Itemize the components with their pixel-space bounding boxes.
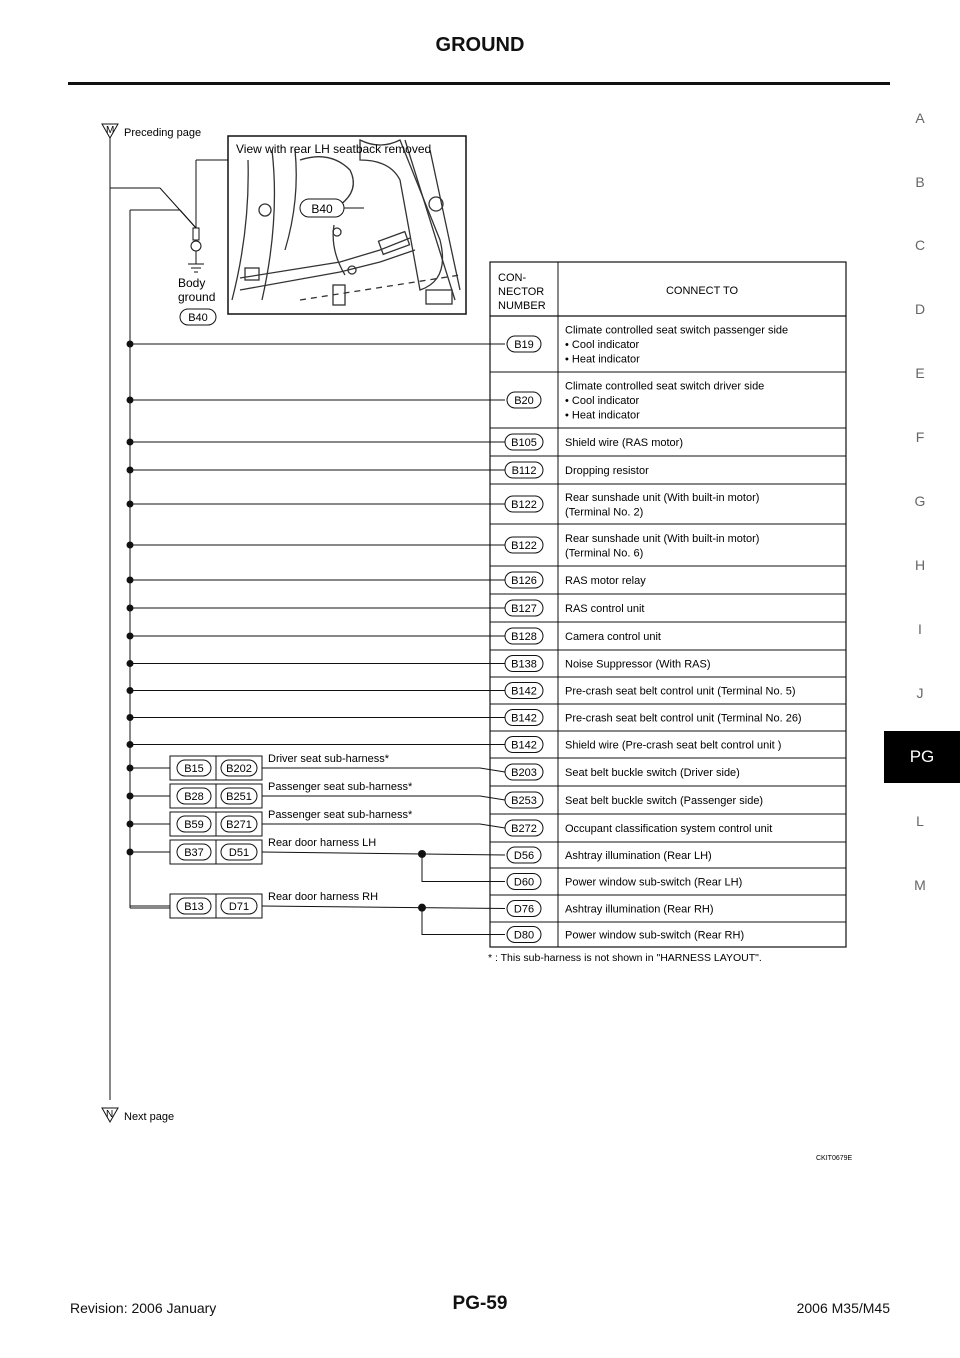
side-index-m[interactable]: M: [914, 877, 926, 893]
row-connector-label: B20: [514, 395, 534, 407]
harness-label: Driver seat sub-harness*: [268, 753, 390, 765]
row-connector-label: D56: [513, 850, 535, 862]
model-label: 2006 M35/M45: [796, 1300, 890, 1316]
row-description: Occupant classification system control unit: [565, 823, 773, 835]
side-index-e[interactable]: E: [915, 365, 925, 381]
page-title: GROUND: [435, 34, 525, 56]
junction-dot: [127, 821, 134, 828]
harness-label: Passenger seat sub-harness*: [268, 809, 413, 821]
junction-dot: [127, 542, 134, 549]
junction-dot: [127, 439, 134, 446]
junction-dot: [127, 714, 134, 721]
row-description: Camera control unit: [565, 631, 661, 643]
row-description: • Cool indicator: [565, 395, 640, 407]
junction-dot: [127, 501, 134, 508]
preceding-page-label: Preceding page: [124, 127, 202, 139]
row-description: Rear sunshade unit (With built-in motor): [565, 532, 760, 545]
row-connector-label: D76: [513, 903, 535, 916]
row-description: Pre-crash seat belt control unit (Terminal No. 5): [565, 685, 796, 698]
body-ground-label-1: Body: [178, 276, 206, 290]
row-description: Rear sunshade unit (With built-in motor): [565, 491, 760, 504]
row-description: Power window sub-switch (Rear RH): [565, 929, 745, 942]
row-connector-label: B112: [511, 465, 537, 477]
junction-dot: [127, 633, 134, 640]
row-description: Pre-crash seat belt control unit (Terminal No. 26): [565, 712, 802, 725]
harness-label: Rear door harness RH: [268, 891, 379, 903]
row-connector-label: D60: [513, 876, 535, 889]
revision-label: Revision: 2006 January: [70, 1300, 217, 1316]
body-ground-icon: [191, 241, 201, 251]
harness-label: Passenger seat sub-harness*: [268, 781, 413, 793]
row-description: (Terminal No. 6): [565, 547, 644, 560]
row-connector-label: B203: [511, 767, 537, 779]
harness-connector-a: B13: [184, 901, 204, 913]
row-connector-label: B19: [514, 339, 534, 351]
junction-dot: [127, 397, 134, 404]
side-index-j[interactable]: J: [916, 685, 924, 701]
row-connector-label: B122: [511, 499, 537, 511]
junction-dot: [127, 341, 134, 348]
side-index-f[interactable]: F: [915, 429, 925, 445]
harness-connector-a: B15: [184, 763, 204, 775]
row-description: • Heat indicator: [565, 353, 640, 366]
row-description: • Cool indicator: [565, 339, 640, 351]
harness-connector-b: B271: [226, 819, 252, 831]
row-description: • Heat indicator: [565, 409, 640, 422]
row-description: Seat belt buckle switch (Driver side): [565, 767, 740, 779]
side-index-d[interactable]: D: [914, 301, 926, 317]
side-index-c[interactable]: C: [914, 237, 926, 253]
row-description: Shield wire (RAS motor): [565, 437, 683, 449]
row-description: Shield wire (Pre-crash seat belt control unit ): [565, 739, 782, 752]
harness-connector-a: B28: [184, 791, 204, 803]
junction-dot: [127, 849, 134, 856]
harness-connector-a: B37: [184, 847, 204, 859]
page-number: PG-59: [452, 1293, 508, 1314]
harness-footnote: * : This sub-harness is not shown in "HARNESS LAYOUT".: [488, 952, 762, 964]
harness-connector-b: D51: [228, 847, 250, 859]
side-index-h[interactable]: H: [914, 557, 926, 573]
junction-dot: [127, 793, 134, 800]
table-header-connector-3: NUMBER: [498, 300, 546, 312]
junction-dot: [127, 605, 134, 612]
side-index-b[interactable]: B: [915, 174, 925, 190]
row-description: Noise Suppressor (With RAS): [565, 658, 711, 671]
row-connector-label: B105: [511, 437, 537, 449]
table-header-connector-1: CON-: [498, 272, 527, 284]
row-description: RAS control unit: [565, 603, 645, 615]
row-connector-label: B128: [511, 631, 537, 643]
harness-wire: [262, 906, 505, 909]
harness-wire: [262, 796, 505, 800]
row-connector-label: B142: [511, 685, 537, 698]
junction-dot: [127, 467, 134, 474]
view-connector-label: B40: [311, 202, 333, 216]
junction-dot: [127, 660, 134, 667]
junction-dot: [127, 687, 134, 694]
row-connector-label: B138: [511, 658, 537, 671]
row-description: Climate controlled seat switch passenger side: [565, 324, 789, 337]
body-ground-label-2: ground: [178, 290, 216, 304]
side-index-a[interactable]: A: [915, 110, 925, 126]
figure-code: CKIT0679E: [816, 1155, 853, 1162]
next-page-marker-letter: N: [106, 1109, 114, 1120]
row-connector-label: B272: [511, 823, 537, 835]
harness-wire: [262, 824, 505, 828]
junction-dot: [127, 577, 134, 584]
side-index-g[interactable]: G: [914, 493, 926, 509]
row-connector-label: B126: [511, 575, 537, 587]
row-connector-label: D80: [513, 929, 535, 942]
row-description: Dropping resistor: [565, 465, 649, 477]
harness-wire: [262, 852, 505, 855]
side-index-l[interactable]: L: [916, 813, 924, 829]
view-caption: View with rear LH seatback removed: [236, 142, 432, 156]
row-connector-label: B253: [511, 795, 537, 807]
junction-dot: [127, 765, 134, 772]
row-description: Seat belt buckle switch (Passenger side): [565, 795, 764, 807]
row-description: Climate controlled seat switch driver side: [565, 380, 765, 393]
junction-dot: [127, 741, 134, 748]
row-description: RAS motor relay: [565, 575, 646, 587]
seatback-view-illustration: [232, 140, 460, 305]
harness-wire: [262, 768, 505, 772]
row-description: Ashtray illumination (Rear RH): [565, 903, 714, 916]
row-description: (Terminal No. 2): [565, 506, 644, 519]
harness-label: Rear door harness LH: [268, 837, 377, 849]
side-index-i[interactable]: I: [918, 621, 922, 637]
harness-wire: [422, 908, 505, 935]
harness-connector-a: B59: [184, 819, 204, 831]
next-page-label: Next page: [124, 1111, 175, 1123]
row-description: Power window sub-switch (Rear LH): [565, 876, 743, 889]
preceding-page-marker-letter: M: [106, 125, 115, 136]
row-connector-label: B122: [511, 540, 537, 552]
table-header-connect-to: CONNECT TO: [665, 285, 739, 297]
row-description: Ashtray illumination (Rear LH): [565, 850, 712, 862]
ground-connector-label: B40: [188, 312, 208, 324]
table-header-connector-2: NECTOR: [498, 286, 545, 298]
row-connector-label: B142: [511, 712, 537, 725]
row-connector-label: B142: [511, 739, 537, 752]
harness-connector-b: D71: [228, 901, 250, 913]
harness-connector-b: B251: [226, 791, 252, 803]
side-index-pg-tab[interactable]: PG: [884, 731, 960, 783]
row-connector-label: B127: [511, 603, 537, 615]
harness-connector-b: B202: [226, 763, 252, 775]
